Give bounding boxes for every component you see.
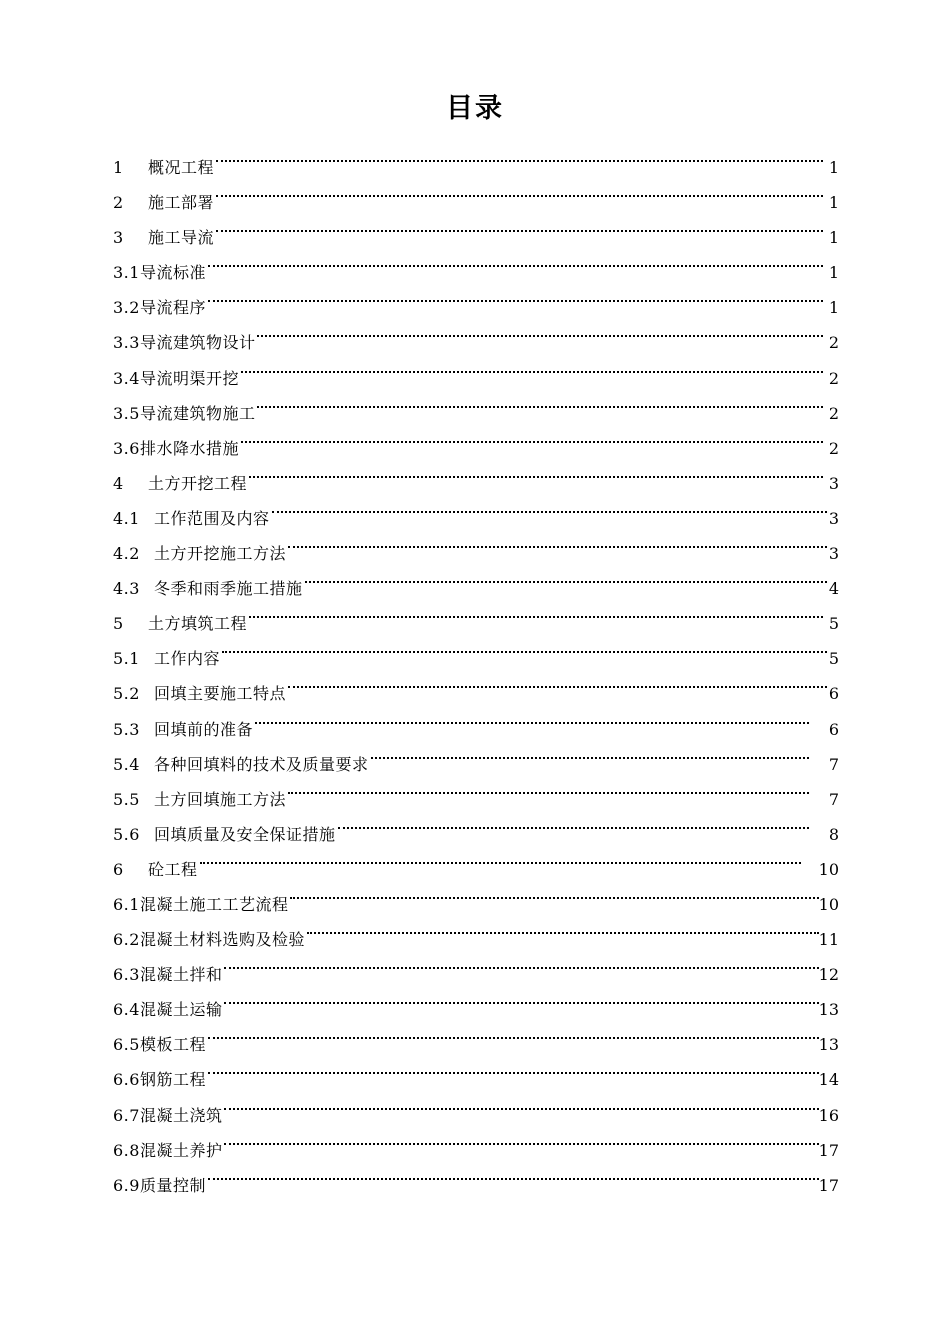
toc-dot-leader: [208, 1156, 819, 1191]
toc-dot-leader: [257, 384, 823, 419]
toc-entry-number: 6.1: [113, 894, 140, 914]
toc-entry[interactable]: [113, 875, 839, 914]
toc-entry-number: 5.4: [113, 754, 140, 774]
toc-entry-number: 3.3: [113, 333, 140, 353]
toc-entry-title: 施工部署: [148, 193, 215, 213]
toc-entry[interactable]: [113, 1050, 839, 1090]
toc-dot-leader: [222, 629, 827, 664]
toc-entry[interactable]: [113, 243, 839, 283]
toc-dot-leader: [371, 735, 809, 770]
toc-entry-number: 6.5: [113, 1035, 140, 1055]
toc-entry-page-number: 3: [828, 544, 839, 564]
toc-entry-number: 5.2: [113, 684, 140, 704]
toc-dot-leader: [288, 664, 827, 699]
toc-entry[interactable]: [113, 173, 839, 213]
toc-dot-leader: [216, 208, 823, 243]
toc-entry-title: 钢筋工程: [139, 1070, 206, 1090]
toc-dot-leader: [272, 489, 827, 524]
toc-entry-title: 各种回填料的技术及质量要求: [154, 754, 369, 774]
toc-entry-page-number: 2: [828, 368, 839, 388]
toc-entry-page-number: 10: [818, 859, 839, 879]
toc-entry-number: 4.3: [113, 579, 140, 599]
toc-dot-leader: [255, 700, 809, 735]
toc-entry-page-number: 2: [828, 438, 839, 458]
toc-entry-number: 6.4: [113, 1000, 140, 1020]
toc-entry[interactable]: [113, 138, 839, 177]
toc-entry-title: 回填质量及安全保证措施: [154, 824, 336, 844]
toc-dot-leader: [288, 770, 809, 805]
toc-entry-page-number: 6: [828, 684, 839, 704]
toc-entry-page-number: 1: [828, 263, 839, 283]
toc-entry-title: 回填主要施工特点: [154, 684, 287, 704]
toc-entry-title: 施工导流: [148, 228, 215, 248]
toc-dot-leader: [288, 524, 827, 559]
toc-dot-leader: [224, 1086, 818, 1121]
toc-entry-number: 6.2: [113, 930, 140, 950]
toc-entry-number: 6.8: [113, 1140, 140, 1160]
toc-dot-leader: [224, 1121, 818, 1156]
toc-dot-leader: [208, 243, 823, 278]
toc-entry-page-number: 16: [818, 1105, 839, 1125]
toc-dot-leader: [224, 980, 818, 1015]
toc-entry-title: 工作内容: [154, 649, 221, 669]
toc-entry-number: 6: [113, 859, 124, 879]
toc-entry-number: 6.3: [113, 965, 140, 985]
toc-entry-page-number: 8: [828, 824, 839, 844]
toc-entry-title: 质量控制: [139, 1175, 206, 1195]
toc-entry-title: 土方回填施工方法: [154, 789, 287, 809]
toc-entry-title: 混凝土材料选购及检验: [139, 930, 305, 950]
toc-entry-number: 5.6: [113, 824, 140, 844]
toc-entry[interactable]: [113, 208, 839, 248]
toc-entry-title: 冬季和雨季施工措施: [154, 579, 303, 599]
toc-entry-title: 概况工程: [148, 158, 215, 177]
toc-entry-page-number: 7: [828, 789, 839, 809]
toc-entry-title: 混凝土拌和: [139, 965, 223, 985]
toc-entry-title: 混凝土养护: [139, 1140, 223, 1160]
table-of-contents: [113, 138, 839, 1195]
toc-entry[interactable]: [113, 629, 839, 669]
toc-entry-title: 砼工程: [148, 859, 198, 879]
toc-entry-title: 混凝土施工工艺流程: [139, 894, 289, 914]
toc-dot-leader: [249, 594, 823, 629]
toc-entry-page-number: 13: [818, 1035, 839, 1055]
toc-entry-number: 4.1: [113, 508, 140, 528]
toc-entry[interactable]: [113, 840, 839, 879]
toc-entry[interactable]: [113, 313, 839, 353]
toc-entry-title: 回填前的准备: [154, 719, 254, 739]
toc-entry-title: 导流建筑物设计: [139, 333, 256, 353]
toc-entry-page-number: 5: [828, 614, 839, 634]
toc-entry-page-number: 2: [828, 333, 839, 353]
toc-entry-page-number: 17: [818, 1140, 839, 1160]
toc-entry-title: 混凝土运输: [139, 1000, 223, 1020]
toc-entry-title: 工作范围及内容: [154, 508, 270, 528]
toc-entry-number: 1: [113, 158, 124, 177]
toc-dot-leader: [224, 945, 818, 980]
toc-entry-number: 2: [113, 193, 124, 213]
toc-entry-page-number: 14: [818, 1070, 839, 1090]
toc-entry-number: 3.6: [113, 438, 140, 458]
toc-title: 目录: [446, 93, 504, 124]
toc-entry-page-number: 12: [818, 965, 839, 985]
toc-dot-leader: [241, 419, 823, 454]
toc-entry[interactable]: [113, 1156, 839, 1195]
toc-dot-leader: [216, 173, 823, 208]
toc-entry-page-number: 10: [818, 894, 839, 914]
toc-entry-number: 3.1: [113, 263, 140, 283]
toc-entry-number: 4.2: [113, 544, 140, 564]
toc-entry-number: 5.3: [113, 719, 140, 739]
toc-entry[interactable]: [113, 278, 839, 318]
toc-entry-title: 导流明渠开挖: [139, 368, 239, 388]
toc-dot-leader: [208, 1050, 819, 1085]
toc-dot-leader: [208, 278, 823, 313]
toc-dot-leader: [249, 454, 823, 489]
toc-entry-page-number: 7: [828, 754, 839, 774]
toc-entry-page-number: 1: [828, 193, 839, 213]
toc-entry-page-number: 3: [828, 473, 839, 493]
toc-dot-leader: [257, 313, 823, 348]
toc-entry[interactable]: [113, 664, 839, 704]
toc-dot-leader: [305, 559, 827, 594]
toc-entry-title: 混凝土浇筑: [139, 1105, 223, 1125]
toc-dot-leader: [338, 805, 809, 840]
toc-entry-page-number: 11: [818, 930, 839, 950]
toc-entry-number: 3.2: [113, 298, 140, 318]
toc-entry-page-number: 3: [828, 508, 839, 528]
toc-entry-title: 土方填筑工程: [148, 614, 248, 634]
toc-entry-number: 5: [113, 614, 124, 634]
toc-entry[interactable]: [113, 1015, 839, 1055]
toc-entry-number: 6.6: [113, 1070, 140, 1090]
toc-entry-title: 导流程序: [139, 298, 206, 318]
toc-entry-title: 排水降水措施: [139, 438, 239, 458]
toc-dot-leader: [241, 349, 823, 384]
toc-entry-number: 3: [113, 228, 124, 248]
toc-entry-number: 5.5: [113, 789, 140, 809]
toc-entry-page-number: 2: [828, 403, 839, 423]
toc-entry-page-number: 13: [818, 1000, 839, 1020]
toc-dot-leader: [216, 138, 823, 173]
toc-entry-page-number: 1: [828, 158, 839, 177]
toc-entry-number: 3.5: [113, 403, 140, 423]
toc-entry-number: 6.9: [113, 1175, 140, 1195]
toc-entry-page-number: 6: [828, 719, 839, 739]
toc-entry-page-number: 1: [828, 298, 839, 318]
toc-entry-title: 土方开挖施工方法: [154, 544, 287, 564]
toc-entry-number: 4: [113, 473, 124, 493]
toc-entry-title: 导流建筑物施工: [139, 403, 256, 423]
toc-entry-title: 土方开挖工程: [148, 473, 248, 493]
toc-entry-page-number: 17: [818, 1175, 839, 1195]
toc-entry-number: 5.1: [113, 649, 140, 669]
toc-dot-leader: [307, 910, 819, 945]
toc-entry[interactable]: [113, 1086, 839, 1125]
toc-dot-leader: [290, 875, 818, 910]
toc-dot-leader: [208, 1015, 819, 1050]
toc-entry-title: 导流标准: [139, 263, 206, 283]
toc-entry-page-number: 5: [828, 649, 839, 669]
toc-entry-number: 3.4: [113, 368, 140, 388]
toc-entry-page-number: 4: [828, 579, 839, 599]
toc-entry-page-number: 1: [828, 228, 839, 248]
toc-entry-title: 模板工程: [139, 1035, 206, 1055]
toc-entry-number: 6.7: [113, 1105, 140, 1125]
toc-dot-leader: [200, 840, 801, 875]
